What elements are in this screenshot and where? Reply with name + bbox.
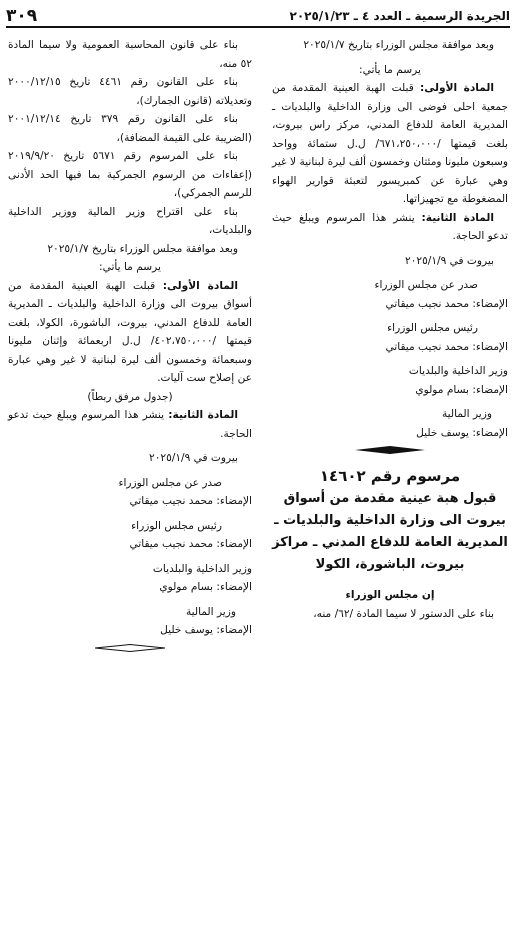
approval-line: وبعد موافقة مجلس الوزراء بتاريخ ٢٠٢٥/١/٧: [303, 39, 494, 51]
article-1: [272, 79, 508, 209]
approval-line: وبعد موافقة مجلس الوزراء بتاريخ ٢٠٢٥/١/٧: [47, 242, 238, 255]
decree-number: مرسوم رقم ١٤٦٠٢: [319, 467, 461, 485]
finance-minister-title: وزير المالية: [441, 408, 492, 420]
signature-3: الإمضاء: بسام مولوي: [415, 383, 508, 396]
article-2-label: المادة الثانية:: [168, 409, 238, 421]
article-1: [8, 277, 252, 388]
signature-2: الإمضاء: محمد نجيب ميقاتي: [129, 538, 252, 550]
right-column: [272, 36, 508, 623]
issue-date: بيروت في ٢٠٢٥/١/٩: [405, 254, 494, 267]
signature-4: الإمضاء: يوسف خليل: [160, 624, 252, 636]
decree-formula: يرسم ما يأتي:: [99, 261, 161, 273]
issued-by: صدر عن مجلس الوزراء: [118, 476, 222, 489]
basis-1: بناء على قانون المحاسبة العمومية ولا سيما المادة ٥٢ منه،: [8, 39, 252, 70]
finance-minister-title: وزير المالية: [185, 605, 236, 618]
basis-4: بناء على المرسوم رقم ٥٦٧١ تاريخ ٢٠١٩/٩/٢٠ (إعفاءات من الرسوم الجمركية بما فيها الحد الأدنى للرسم الجمركي)،: [8, 150, 252, 199]
issue-date: بيروت في ٢٠٢٥/١/٩: [149, 452, 238, 464]
basis-3: بناء على القانون رقم ٣٧٩ تاريخ ٢٠٠١/١٢/١٤ (الضريبة على القيمة المضافة)،: [8, 113, 252, 144]
article-2-label: المادة الثانية:: [421, 211, 494, 224]
prime-minister-title: رئيس مجلس الوزراء: [387, 322, 478, 334]
signature-4: الإمضاء: يوسف خليل: [416, 426, 508, 439]
decree-formula: يرسم ما يأتي:: [359, 63, 421, 76]
running-title: الجريدة الرسمية ـ العدد ٤ ـ ٢٠٢٥/١/٢٣: [289, 8, 510, 23]
signature-2: الإمضاء: محمد نجيب ميقاتي: [385, 340, 508, 353]
interior-minister-title: وزير الداخلية والبلديات: [408, 365, 508, 377]
signature-3: الإمضاء: بسام مولوي: [159, 581, 252, 593]
signature-1: الإمضاء: محمد نجيب ميقاتي: [129, 495, 252, 507]
article-1-text: قبلت الهبة العينية المقدمة من جمعية احلى فوضى الى وزارة الداخلية والبلديات ـ المديرية العامة للدفاع المدني، مركز راس بيروت، بلغت قيمتها /٦٧١،٢٥٠،٠٠٠/ ل.ل ستمائة وواحد وسبعون مليونا ومئتان وخمسون ألف ليرة لبنانية لا غير وهي عبارة عن كمبريسور لتعبئة قوارير الهواء المضغوطة مع تجهيزاتها.: [272, 82, 508, 205]
table-note: (جدول مرفق ربطاً): [87, 390, 173, 403]
interior-minister-title: وزير الداخلية والبلديات: [152, 562, 252, 575]
prime-minister-title: رئيس مجلس الوزراء: [131, 519, 222, 532]
article-2: [272, 209, 508, 246]
article-2-text: ينشر هذا المرسوم ويبلغ حيث تدعو الحاجة.: [8, 409, 252, 440]
article-1-text: قبلت الهبة العينية المقدمة من أسواق بيروت الى وزارة الداخلية والبلديات ـ المديرية العامة للدفاع المدني، بيروت، الباشورة، الكولا، بلغت قيمتها /٤٠٢،٧٥٠،٠٠٠/ ل.ل اربعمائة وإثنان مليونا وسبعمائة وخمسون ألف ليرة لبنانية لا غير وهي عبارة عن إصلاح ست آليات.: [8, 279, 252, 384]
basis-2: بناء على القانون رقم ٤٤٦١ تاريخ ٢٠٠٠/١٢/١٥ وتعديلاته (قانون الجمارك)،: [8, 76, 252, 107]
section-divider: [355, 446, 425, 454]
basis-constitution: بناء على الدستور لا سيما المادة /٦٢/ منه،: [313, 607, 494, 620]
issued-by: صدر عن مجلس الوزراء: [374, 279, 478, 291]
article-2: [8, 406, 252, 443]
basis-5: بناء على اقتراح وزير المالية ووزير الداخلية والبلديات،: [8, 205, 252, 236]
article-2-text: ينشر هذا المرسوم ويبلغ حيث تدعو الحاجة.: [272, 211, 508, 242]
left-column: [8, 36, 252, 656]
article-1-label: المادة الأولى:: [420, 82, 494, 94]
article-1-label: المادة الأولى:: [162, 279, 239, 292]
section-divider: [95, 644, 165, 652]
page-number: ٣٠٩: [6, 5, 38, 26]
signature-1: الإمضاء: محمد نجيب ميقاتي: [385, 297, 508, 310]
decree-title: قبول هبة عينية مقدمة من أسواق بيروت الى وزارة الداخلية والبلديات ـ المديرية العامة للدفاع المدني ـ مراكز بيروت، الباشورة، الكولا: [272, 491, 508, 572]
council-heading: إن مجلس الوزراء: [345, 589, 435, 601]
page-header: [6, 6, 510, 28]
